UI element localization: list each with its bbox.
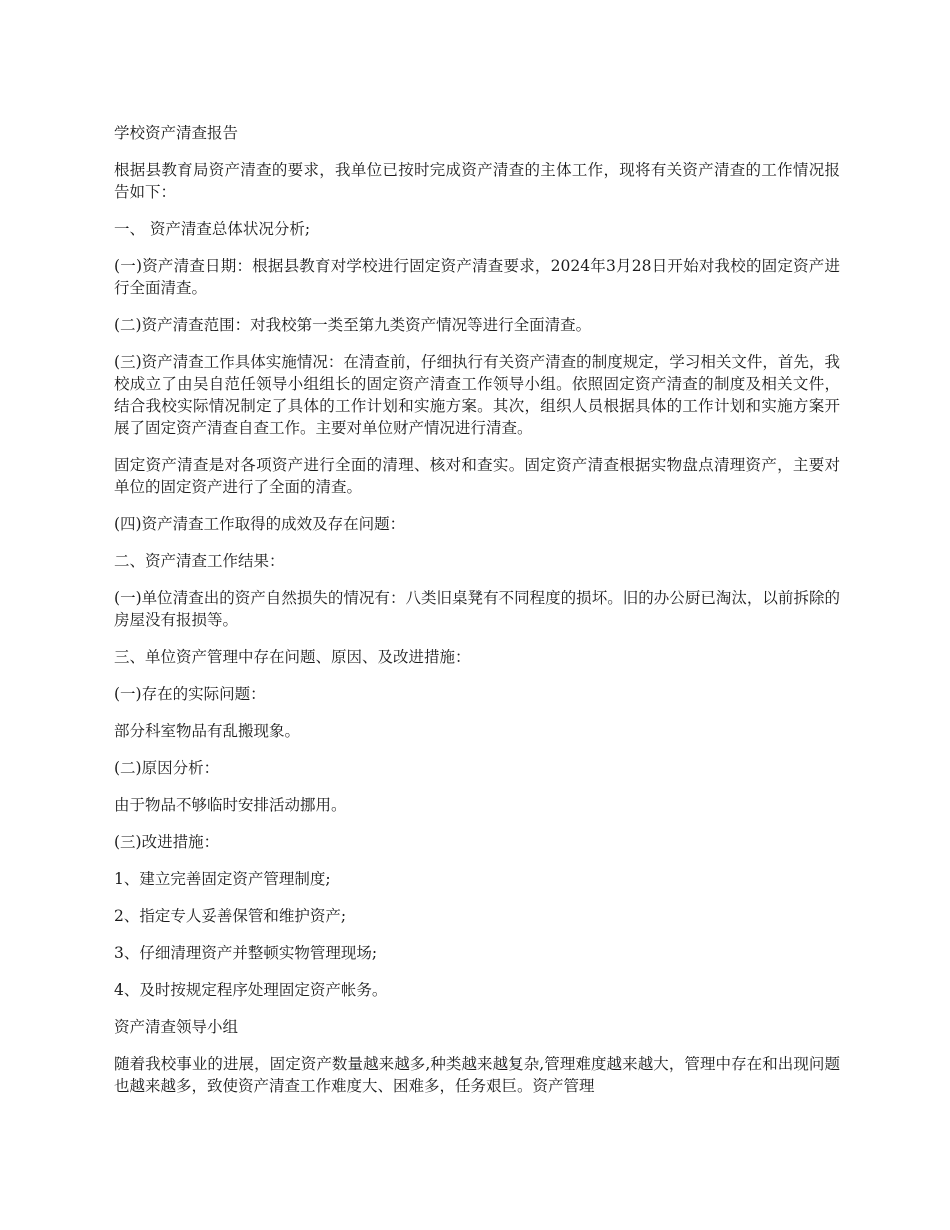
document-page — [114, 122, 840, 1112]
paragraph-audit-definition: 固定资产清查是对各项资产进行全面的清理、核对和查实。固定资产清查根据实物盘点清理资产，主要对单位的固定资产进行了全面的清查。 — [114, 456, 840, 496]
list-item-measure-2: 2、指定专人妥善保管和维护资产; — [114, 907, 347, 925]
paragraph-implementation: (三)资产清查工作具体实施情况：在清查前，仔细执行有关资产清查的制度规定，学习相关文件，首先，我校成立了由吴自范任领导小组组长的固定资产清查工作领导小组。依照固定资产清查的制度及相关文件，结合我校实际情况制定了具体的工作计划和实施方案。其次，组织人员根据具体的工作计划和实施方案开展了固定资产清查自查工作。主要对单位财产情况进行清查。 — [114, 353, 840, 437]
section-heading-3: 三、单位资产管理中存在问题、原因、及改进措施： — [114, 648, 471, 666]
paragraph-causes: 由于物品不够临时安排活动挪用。 — [114, 796, 347, 814]
subheading-measures: (三)改进措施： — [114, 833, 220, 851]
paragraph-intro: 根据县教育局资产清查的要求，我单位已按时完成资产清查的主体工作，现将有关资产清查的工作情况报告如下： — [114, 161, 840, 201]
subheading-problems: (一)存在的实际问题： — [114, 685, 266, 703]
paragraph-continuation: 随着我校事业的进展，固定资产数量越来越多,种类越来越复杂,管理难度越来越大，管理中存在和出现问题也越来越多，致使资产清查工作难度大、困难多，任务艰巨。资产管理 — [114, 1055, 840, 1095]
section-heading-1: 一、 资产清查总体状况分析; — [114, 220, 311, 238]
paragraph-audit-date: (一)资产清查日期：根据县教育对学校进行固定资产清查要求，2024年3月28日开始对我校的固定资产进行全面清查。 — [114, 257, 840, 297]
list-item-measure-3: 3、仔细清理资产并整顿实物管理现场; — [114, 944, 378, 962]
subheading-causes: (二)原因分析： — [114, 759, 220, 777]
paragraph-losses: (一)单位清查出的资产自然损失的情况有：八类旧桌凳有不同程度的损坏。旧的办公厨已淘汰，以前拆除的房屋没有报损等。 — [114, 589, 840, 629]
section-heading-2: 二、资产清查工作结果： — [114, 552, 285, 570]
subheading-results-issues: (四)资产清查工作取得的成效及存在问题： — [114, 515, 406, 533]
signature-line: 资产清查领导小组 — [114, 1018, 239, 1036]
paragraph-problems: 部分科室物品有乱搬现象。 — [114, 722, 301, 740]
list-item-measure-4: 4、及时按规定程序处理固定资产帐务。 — [114, 981, 388, 999]
list-item-measure-1: 1、建立完善固定资产管理制度; — [114, 870, 331, 888]
paragraph-audit-scope: (二)资产清查范围：对我校第一类至第九类资产情况等进行全面清查。 — [114, 316, 592, 334]
document-title: 学校资产清查报告 — [114, 124, 239, 142]
